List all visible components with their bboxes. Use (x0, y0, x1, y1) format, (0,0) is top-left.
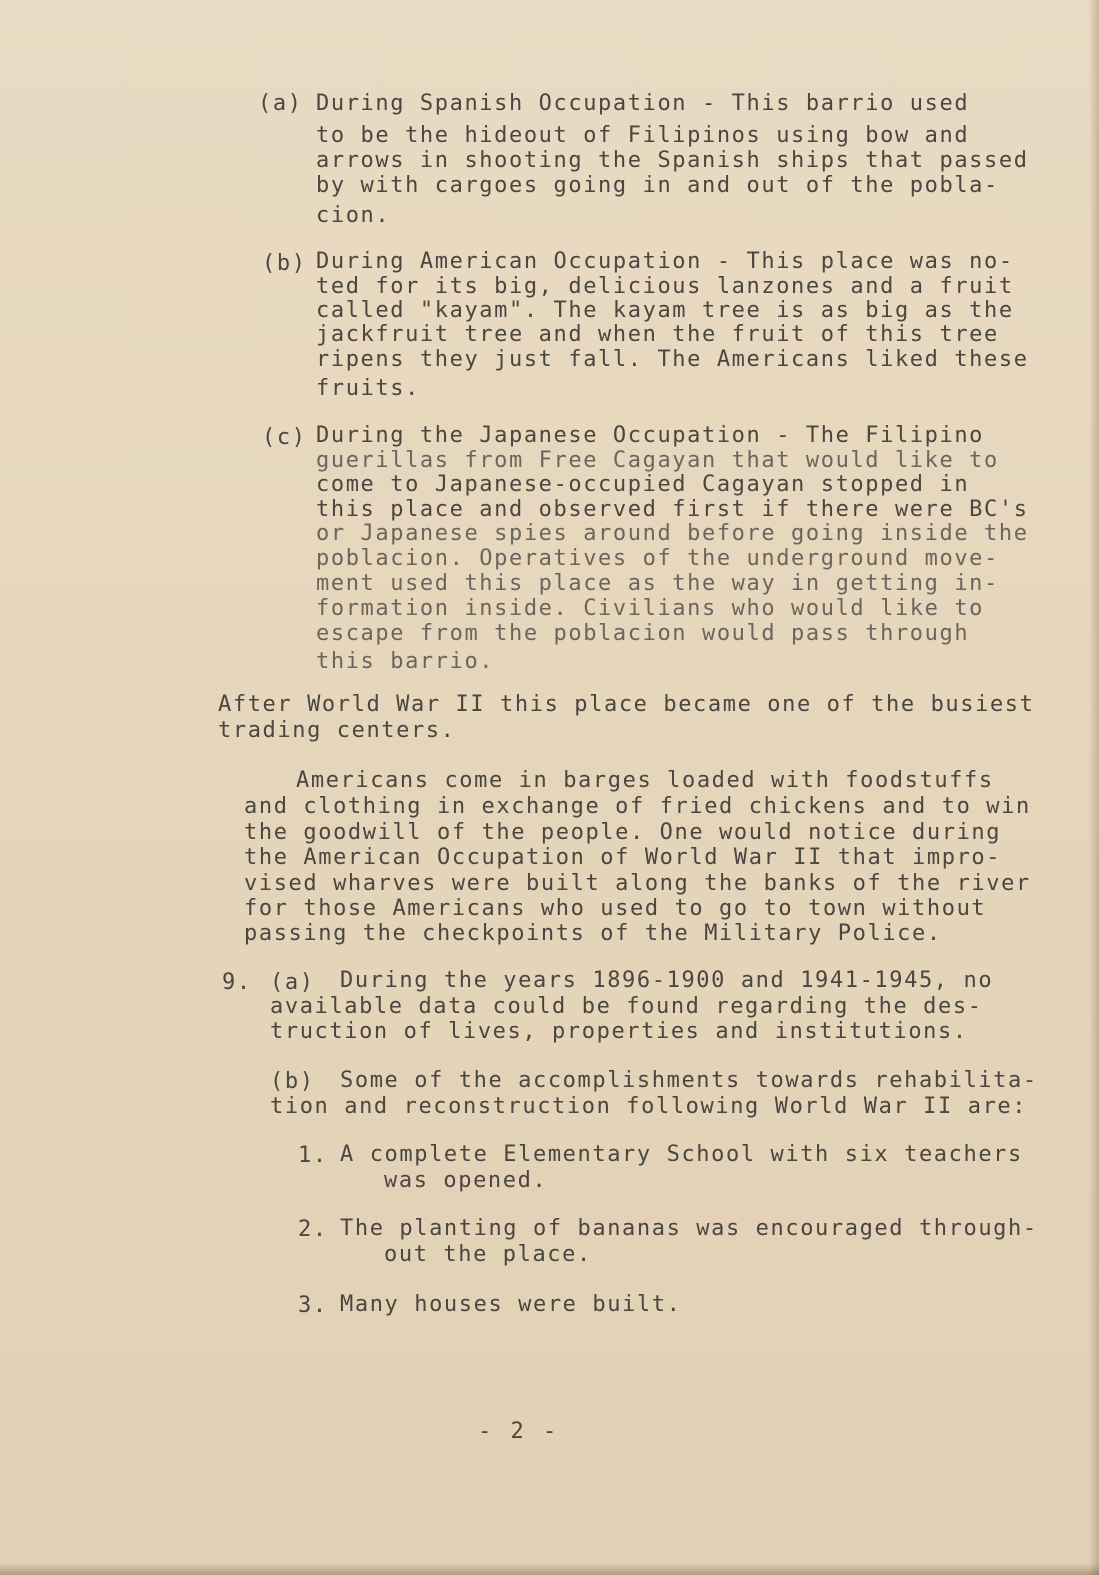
list-item-number: 3. (298, 1293, 328, 1318)
section-c-line: During the Japanese Occupation - The Filipino (316, 423, 985, 448)
section-c-line: this place and observed first if there were BC's (316, 497, 1029, 522)
item-9b-label: (b) (270, 1069, 315, 1094)
list-item-number: 2. (298, 1217, 328, 1242)
list-item-line: out the place. (384, 1242, 592, 1267)
page-edge-shadow (1089, 0, 1099, 1575)
section-b-line: jackfruit tree and when the fruit of this tree (316, 322, 999, 347)
section-c-line: come to Japanese-occupied Cagayan stopped in (316, 472, 970, 497)
page-bottom-shadow (0, 1563, 1099, 1575)
section-a-line: arrows in shooting the Spanish ships that passed (316, 148, 1029, 173)
section-b-line: ripens they just fall. The Americans liked these (316, 347, 1029, 372)
americans-line: for those Americans who used to go to town without (244, 896, 987, 921)
after-war-line: trading centers. (218, 718, 456, 743)
section-a-label: (a) (258, 91, 303, 116)
americans-line: the goodwill of the people. One would notice during (244, 820, 1002, 845)
section-a-line: by with cargoes going in and out of the pobla- (316, 173, 999, 198)
section-c-line: or Japanese spies around before going inside the (316, 521, 1029, 546)
section-a-line: to be the hideout of Filipinos using bow and (316, 123, 970, 148)
section-b-line: fruits. (316, 376, 420, 401)
item-9b-line: tion and reconstruction following World War II are: (270, 1094, 1028, 1119)
section-b-label: (b) (262, 251, 307, 276)
list-item-line: A complete Elementary School with six teachers (340, 1142, 1023, 1167)
section-c-line: poblacion. Operatives of the underground move- (316, 546, 999, 571)
americans-line: the American Occupation of World War II that impro- (244, 845, 1002, 870)
americans-line: Americans come in barges loaded with foodstuffs (296, 768, 994, 793)
item-9-number: 9. (222, 970, 252, 995)
section-c-line: escape from the poblacion would pass through (316, 621, 970, 646)
list-item-line: Many houses were built. (340, 1292, 682, 1317)
section-c-label: (c) (262, 425, 307, 450)
section-c-line: formation inside. Civilians who would like to (316, 596, 985, 621)
section-a-line: During Spanish Occupation - This barrio used (316, 91, 970, 116)
section-c-line: this barrio. (316, 649, 495, 674)
americans-line: and clothing in exchange of fried chickens and to win (244, 794, 1031, 819)
americans-line: passing the checkpoints of the Military Police. (244, 921, 942, 946)
item-9a-line: During the years 1896-1900 and 1941-1945, no (340, 968, 994, 993)
list-item-number: 1. (298, 1143, 328, 1168)
list-item-line: The planting of bananas was encouraged through- (340, 1216, 1038, 1241)
item-9a-label: (a) (270, 970, 315, 995)
section-a-line: cion. (316, 203, 391, 228)
section-b-line: called "kayam". The kayam tree is as big as the (316, 298, 1014, 323)
after-war-line: After World War II this place became one of the busiest (218, 692, 1035, 717)
americans-line: vised wharves were built along the banks of the river (244, 871, 1031, 896)
section-b-line: ted for its big, delicious lanzones and a fruit (316, 274, 1014, 299)
item-9a-line: truction of lives, properties and institutions. (270, 1019, 968, 1044)
item-9b-line: Some of the accomplishments towards rehabilita- (340, 1068, 1038, 1093)
section-c-line: guerillas from Free Cagayan that would like to (316, 448, 999, 473)
item-9a-line: available data could be found regarding the des- (270, 994, 983, 1019)
section-b-line: During American Occupation - This place was no- (316, 249, 1014, 274)
list-item-line: was opened. (384, 1168, 548, 1193)
section-c-line: ment used this place as the way in getting in- (316, 571, 999, 596)
page-number: - 2 - (478, 1419, 560, 1444)
